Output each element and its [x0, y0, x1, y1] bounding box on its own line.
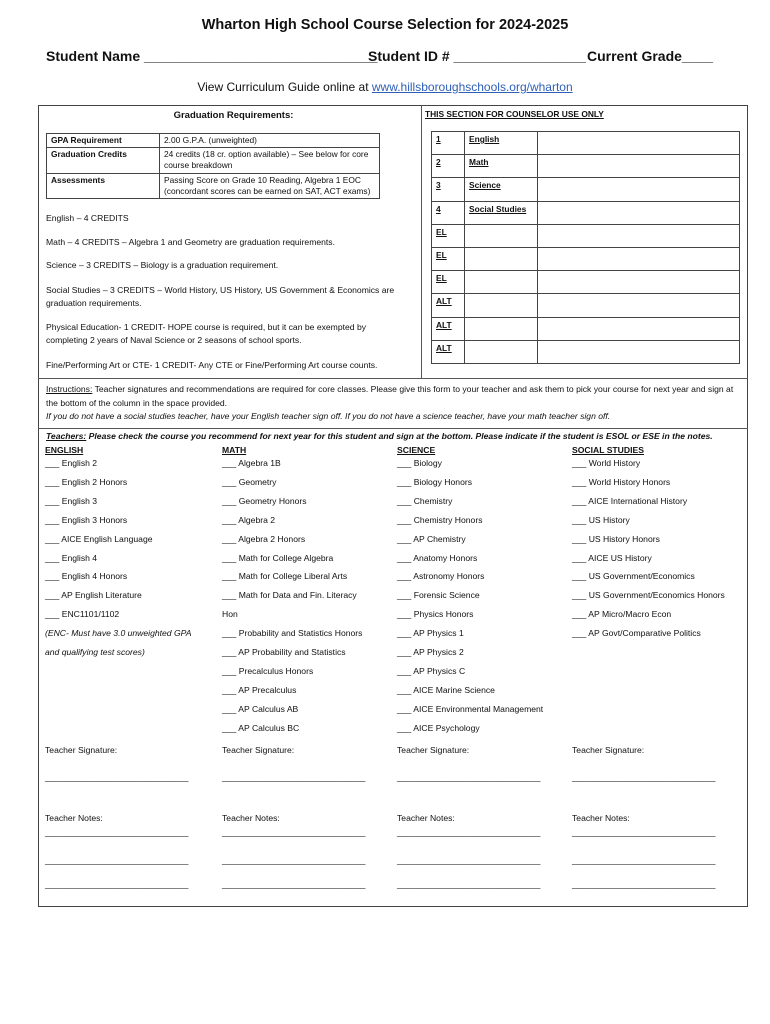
course-option-english[interactable]: ___ English 3 Honors — [45, 514, 128, 525]
course-option-social-studies[interactable]: ___ World History — [572, 458, 641, 468]
teacher-notes-line[interactable]: ______________________________ — [222, 879, 366, 889]
course-option-math[interactable]: ___ Math for College Liberal Arts — [222, 571, 348, 582]
course-option-english[interactable]: ___ AP English Literature — [45, 590, 142, 601]
course-option-math[interactable]: ___ AP Probability and Statistics — [222, 647, 346, 657]
teacher-signature-label: Teacher Signature: — [45, 745, 118, 755]
credit-line-arts: Fine/Performing Art or CTE- 1 CREDIT- Any CTE or Fine/Performing Art course counts. — [46, 360, 378, 370]
teacher-signature-label: Teacher Signature: — [222, 745, 295, 755]
table-cell: ALT — [432, 294, 465, 317]
instructions-label: Instructions: — [46, 384, 93, 394]
teachers-label: Teachers: — [46, 431, 87, 441]
credit-line-science: Science – 3 CREDITS – Biology is a graduation requirement. — [46, 260, 279, 270]
column-heading-social-studies: SOCIAL STUDIES — [572, 445, 644, 455]
course-option-social-studies[interactable]: ___ AP Micro/Macro Econ — [572, 609, 672, 620]
course-option-social-studies[interactable]: ___ US History — [572, 514, 630, 525]
course-option-science[interactable]: ___ Chemistry Honors — [397, 514, 483, 525]
course-option-science[interactable]: ___ Anatomy Honors — [397, 552, 478, 563]
table-cell: Passing Score on Grade 10 Reading, Algebra 1 EOC (concordant scores can be earned on SAT, ACT exams) — [160, 173, 380, 198]
table-row — [432, 271, 740, 294]
table-cell[interactable] — [465, 247, 538, 270]
teacher-notes-line[interactable]: ______________________________ — [397, 827, 541, 837]
column-heading-math: MATH — [222, 445, 247, 455]
teacher-notes-label: Teacher Notes: — [572, 813, 630, 823]
course-option-social-studies[interactable]: ___ AICE International History — [572, 495, 688, 506]
table-cell[interactable] — [465, 317, 538, 340]
teacher-notes-line[interactable]: ______________________________ — [397, 879, 541, 889]
student-id-field[interactable]: Student ID # _________________ — [368, 48, 586, 64]
teacher-notes-line[interactable]: ______________________________ — [397, 855, 541, 865]
course-option-math[interactable]: ___ Geometry Honors — [222, 495, 307, 506]
course-option-science[interactable]: ___ Astronomy Honors — [397, 571, 485, 582]
counselor-entry-cell[interactable] — [538, 247, 740, 270]
course-option-science[interactable]: ___ AP Physics 1 — [397, 628, 464, 639]
teacher-signature-line[interactable]: ______________________________ — [572, 772, 716, 782]
table-cell: Assessments — [47, 173, 160, 198]
counselor-heading: THIS SECTION FOR COUNSELOR USE ONLY — [425, 109, 604, 119]
table-cell[interactable] — [465, 340, 538, 363]
table-cell: 1 — [432, 132, 465, 155]
curriculum-guide-text: View Curriculum Guide online at — [197, 80, 372, 94]
course-option-english[interactable]: ___ English 2 Honors — [45, 476, 128, 487]
table-cell: EL — [432, 247, 465, 270]
table-row — [432, 224, 740, 247]
table-cell: EL — [432, 271, 465, 294]
course-option-math[interactable]: ___ AP Calculus BC — [222, 722, 300, 733]
course-option-social-studies[interactable]: ___ US Government/Economics Honors — [572, 590, 725, 601]
teacher-notes-label: Teacher Notes: — [397, 813, 455, 823]
table-row — [432, 317, 740, 340]
table-cell: Science — [465, 178, 538, 201]
course-option-social-studies[interactable]: ___ World History Honors — [572, 476, 671, 487]
teacher-notes-line[interactable]: ______________________________ — [45, 879, 189, 889]
graduation-heading: Graduation Requirements: — [173, 110, 294, 121]
curriculum-guide-line — [0, 80, 770, 94]
teacher-notes-line[interactable]: ______________________________ — [572, 855, 716, 865]
table-row — [432, 155, 740, 178]
page-title: Wharton High School Course Selection for 2024-2025 — [201, 17, 569, 33]
counselor-entry-cell[interactable] — [538, 340, 740, 363]
table-cell: GPA Requirement — [47, 134, 160, 148]
instructions-block — [46, 383, 744, 424]
teacher-notes-line[interactable]: ______________________________ — [572, 879, 716, 889]
counselor-entry-cell[interactable] — [538, 132, 740, 155]
course-option-english: (ENC- Must have 3.0 unweighted GPA — [45, 628, 192, 639]
teacher-signature-line[interactable]: ______________________________ — [45, 772, 189, 782]
teacher-notes-label: Teacher Notes: — [222, 813, 280, 823]
instructions-italic: If you do not have a social studies teacher, have your English teacher sign off. If you do not have a science teacher, have your math teacher sign off. — [46, 411, 611, 421]
section-divider — [38, 378, 748, 379]
table-row — [47, 173, 380, 198]
table-cell: ALT — [432, 340, 465, 363]
teachers-text: Please check the course you recommend for next year for this student and sign at the bottom. Please indicate if the student is ESOL or ESE in the notes. — [86, 431, 713, 441]
counselor-entry-cell[interactable] — [538, 224, 740, 247]
course-option-math[interactable]: ___ Geometry — [222, 476, 277, 487]
course-option-science[interactable]: ___ AP Chemistry — [397, 533, 466, 544]
table-cell[interactable] — [465, 271, 538, 294]
section-divider — [421, 105, 422, 378]
table-cell: EL — [432, 224, 465, 247]
course-option-math[interactable]: ___ Probability and Statistics Honors — [222, 628, 363, 639]
table-cell: 2.00 G.P.A. (unweighted) — [160, 134, 380, 148]
table-cell: 2 — [432, 155, 465, 178]
course-option-math[interactable]: ___ Math for College Algebra — [222, 552, 334, 563]
course-option-english[interactable]: ___ English 2 — [45, 458, 98, 468]
table-cell: English — [465, 132, 538, 155]
table-row — [432, 201, 740, 224]
credit-line-pe: Physical Education- 1 CREDIT- HOPE course is required, but it can be exempted by completing 2 years of Naval Science or 2 seasons of school sports. — [46, 322, 367, 345]
course-option-math[interactable]: ___ Precalculus Honors — [222, 665, 314, 676]
graduation-table — [46, 133, 380, 199]
teacher-signature-label: Teacher Signature: — [572, 745, 645, 755]
table-cell: 3 — [432, 178, 465, 201]
teacher-notes-line[interactable]: ______________________________ — [222, 855, 366, 865]
course-option-math[interactable]: ___ AP Calculus AB — [222, 703, 299, 714]
teacher-signature-line[interactable]: ______________________________ — [397, 772, 541, 782]
table-cell: 4 — [432, 201, 465, 224]
table-cell: Graduation Credits — [47, 148, 160, 173]
course-option-science[interactable]: ___ Chemistry — [397, 495, 453, 506]
course-option-social-studies[interactable]: ___ AP Govt/Comparative Politics — [572, 628, 701, 639]
counselor-table — [431, 131, 740, 364]
table-cell: Math — [465, 155, 538, 178]
course-option-science[interactable]: ___ AP Physics C — [397, 665, 466, 676]
course-option-math[interactable]: ___ Algebra 1B — [222, 458, 281, 468]
counselor-entry-cell[interactable] — [538, 271, 740, 294]
table-row — [432, 132, 740, 155]
course-option-science[interactable]: ___ AICE Marine Science — [397, 684, 495, 695]
table-row — [432, 178, 740, 201]
course-option-science[interactable]: ___ AICE Environmental Management — [397, 703, 544, 714]
teacher-notes-line[interactable]: ______________________________ — [222, 827, 366, 837]
course-option-science[interactable]: ___ AP Physics 2 — [397, 647, 464, 657]
counselor-entry-cell[interactable] — [538, 155, 740, 178]
counselor-entry-cell[interactable] — [538, 178, 740, 201]
course-option-english: and qualifying test scores) — [45, 647, 145, 657]
teacher-notes-label: Teacher Notes: — [45, 813, 103, 823]
course-option-math: Hon — [222, 609, 238, 620]
teacher-notes-line[interactable]: ______________________________ — [572, 827, 716, 837]
course-option-social-studies[interactable]: ___ US History Honors — [572, 533, 660, 544]
course-option-math[interactable]: ___ AP Precalculus — [222, 684, 297, 695]
table-cell: 24 credits (18 cr. option available) – See below for core course breakdown — [160, 148, 380, 173]
column-heading-english: ENGLISH — [45, 445, 84, 455]
teacher-notes-line[interactable]: ______________________________ — [45, 855, 189, 865]
table-cell: Social Studies — [465, 201, 538, 224]
table-row — [47, 148, 380, 173]
instructions-text: Teacher signatures and recommendations are required for core classes. Please give this form to your teacher and ask them to pick your course for next year and sign at the bottom of the column in the space provided. — [46, 384, 734, 408]
current-grade-field[interactable]: Current Grade____ — [587, 48, 714, 64]
column-heading-science: SCIENCE — [397, 445, 436, 455]
course-option-english[interactable]: ___ ENC1101/1102 — [45, 609, 120, 620]
table-cell[interactable] — [465, 294, 538, 317]
course-option-science[interactable]: ___ Physics Honors — [397, 609, 474, 620]
student-name-field[interactable]: Student Name ______________________________ — [46, 48, 378, 64]
section-divider — [38, 428, 748, 429]
course-option-english[interactable]: ___ AICE English Language — [45, 533, 153, 544]
credit-line-math: Math – 4 CREDITS – Algebra 1 and Geometry are graduation requirements. — [46, 237, 335, 247]
table-row — [47, 134, 380, 148]
credit-line-social-studies: Social Studies – 3 CREDITS – World History, US History, US Government & Economics are graduation requirements. — [46, 285, 395, 308]
counselor-entry-cell[interactable] — [538, 317, 740, 340]
course-option-math[interactable]: ___ Algebra 2 Honors — [222, 533, 306, 544]
course-option-science[interactable]: ___ Biology — [397, 458, 442, 468]
course-option-english[interactable]: ___ English 4 — [45, 552, 98, 563]
course-option-math[interactable]: ___ Algebra 2 — [222, 514, 276, 525]
curriculum-guide-link[interactable]: www.hillsboroughschools.org/wharton — [371, 80, 573, 94]
course-option-english[interactable]: ___ English 3 — [45, 495, 98, 506]
table-row — [432, 247, 740, 270]
course-option-science[interactable]: ___ Biology Honors — [397, 476, 473, 487]
course-option-math[interactable]: ___ Math for Data and Fin. Literacy — [222, 590, 357, 601]
counselor-entry-cell[interactable] — [538, 294, 740, 317]
teachers-instruction — [46, 430, 746, 443]
table-cell: ALT — [432, 317, 465, 340]
course-option-social-studies[interactable]: ___ AICE US History — [572, 552, 652, 563]
table-row — [432, 340, 740, 363]
course-option-science[interactable]: ___ AICE Psychology — [397, 722, 480, 733]
teacher-signature-line[interactable]: ______________________________ — [222, 772, 366, 782]
table-row — [432, 294, 740, 317]
teacher-notes-line[interactable]: ______________________________ — [45, 827, 189, 837]
table-cell[interactable] — [465, 224, 538, 247]
course-option-social-studies[interactable]: ___ US Government/Economics — [572, 571, 695, 582]
course-option-english[interactable]: ___ English 4 Honors — [45, 571, 128, 582]
course-option-science[interactable]: ___ Forensic Science — [397, 590, 480, 601]
counselor-entry-cell[interactable] — [538, 201, 740, 224]
teacher-signature-label: Teacher Signature: — [397, 745, 470, 755]
credit-line-english: English – 4 CREDITS — [46, 213, 129, 223]
